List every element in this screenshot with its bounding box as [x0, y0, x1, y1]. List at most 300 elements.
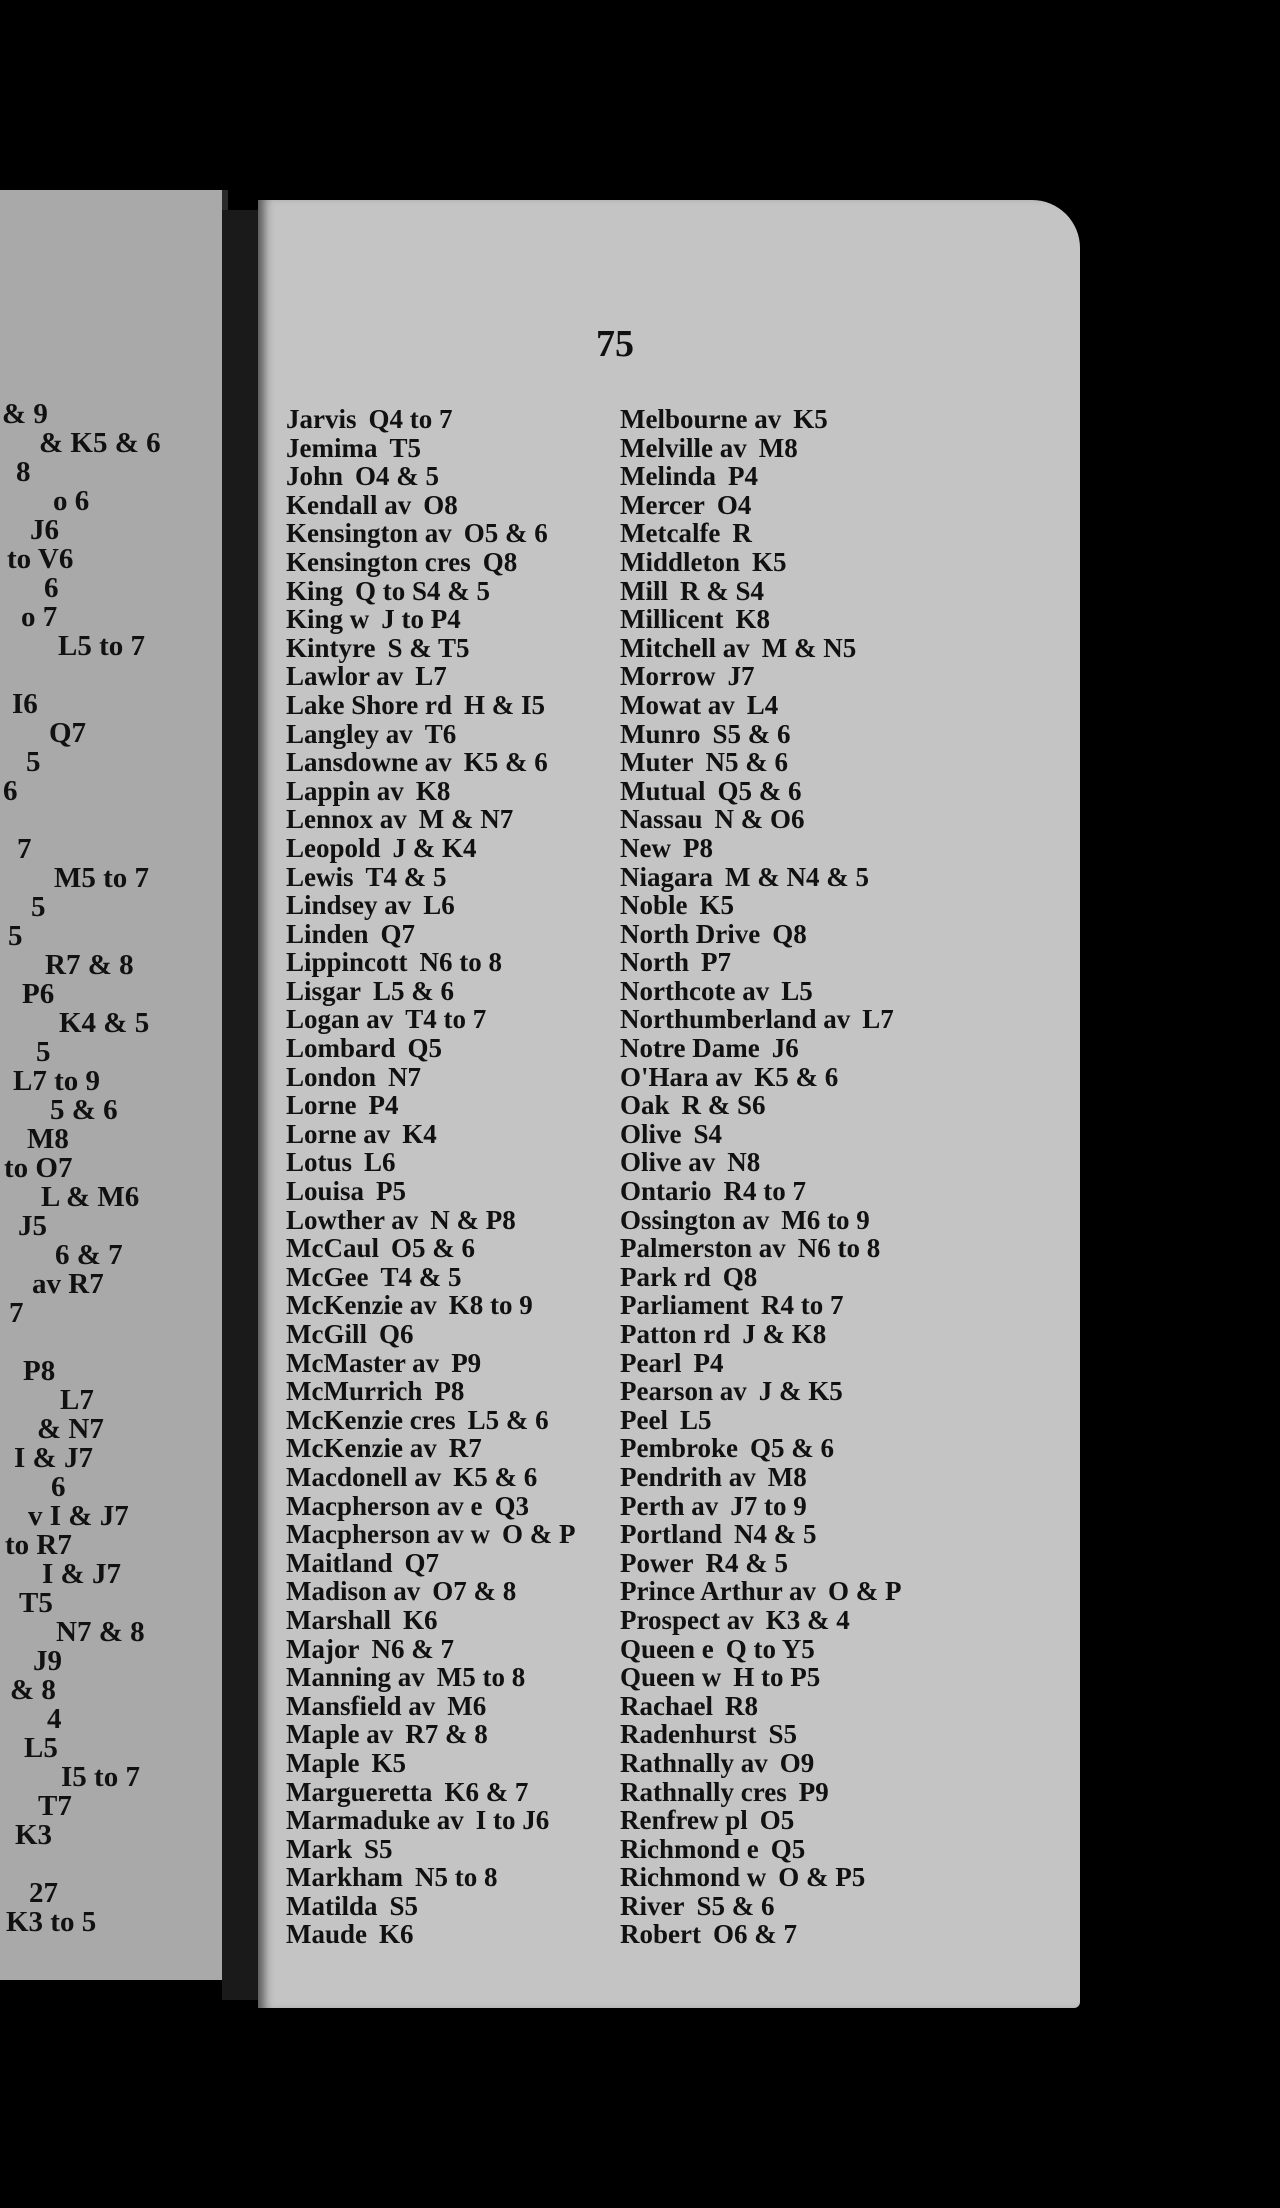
- street-entry: [286, 1492, 616, 1521]
- grid-reference: S5: [768, 1719, 798, 1750]
- grid-reference: P4: [693, 1347, 724, 1378]
- street-entry: [620, 634, 1040, 663]
- grid-reference: R7: [448, 1433, 482, 1464]
- street-name: Pendrith av: [620, 1461, 756, 1492]
- fragment-text: av R7: [32, 1268, 104, 1300]
- grid-reference: J6: [771, 1033, 799, 1064]
- street-entry: [620, 1234, 1040, 1263]
- fragment-text: P6: [22, 978, 55, 1010]
- grid-reference: K5 & 6: [463, 747, 548, 778]
- fragment-text: 5 & 6: [50, 1094, 118, 1126]
- fragment-text: 5: [26, 746, 41, 778]
- grid-reference: K6 & 7: [444, 1776, 529, 1807]
- fragment-text: T7: [38, 1790, 72, 1822]
- street-entry: [620, 1863, 1040, 1892]
- fragment-text: J9: [33, 1645, 62, 1677]
- street-name: Kensington av: [286, 518, 452, 549]
- grid-reference: M & N4 & 5: [724, 861, 869, 892]
- street-name: Lennox av: [286, 804, 407, 835]
- grid-reference: L7: [862, 1004, 894, 1035]
- fragment-text: L & M6: [41, 1181, 140, 1213]
- grid-reference: R7 & 8: [405, 1719, 488, 1750]
- street-entry: [620, 1463, 1040, 1492]
- street-name: O'Hara av: [620, 1061, 743, 1092]
- street-entry: [620, 1320, 1040, 1349]
- street-entry: [620, 1492, 1040, 1521]
- grid-reference: K5: [793, 404, 828, 434]
- street-name: Mark: [286, 1833, 352, 1864]
- fragment-text: P8: [23, 1355, 56, 1387]
- grid-reference: O & P: [502, 1519, 576, 1550]
- street-name: Manning av: [286, 1662, 425, 1693]
- street-entry: [286, 1206, 616, 1235]
- book-gutter: [222, 210, 260, 2000]
- grid-reference: P4: [368, 1090, 399, 1121]
- street-name: Margueretta: [286, 1776, 433, 1807]
- street-name: Major: [286, 1633, 360, 1664]
- street-name: Richmond e: [620, 1833, 759, 1864]
- street-entry: [286, 1177, 616, 1206]
- grid-reference: T6: [424, 718, 457, 749]
- fragment-text: I & J7: [42, 1558, 121, 1590]
- street-name: Markham: [286, 1862, 403, 1893]
- grid-reference: T4 to 7: [405, 1004, 487, 1035]
- grid-reference: H to P5: [733, 1662, 821, 1693]
- fragment-text: 5: [31, 891, 46, 923]
- street-entry: [620, 777, 1040, 806]
- street-name: Prince Arthur av: [620, 1576, 816, 1607]
- street-name: Rachael: [620, 1690, 713, 1721]
- street-name: Lansdowne av: [286, 747, 452, 778]
- street-name: Pearl: [620, 1347, 682, 1378]
- street-name: McKenzie cres: [286, 1404, 456, 1435]
- street-name: Renfrew pl: [620, 1805, 748, 1836]
- street-name: River: [620, 1890, 685, 1921]
- street-name: McCaul: [286, 1233, 379, 1264]
- fragment-text: K3: [15, 1819, 53, 1851]
- fragment-text: to V6: [7, 543, 74, 575]
- grid-reference: O & P: [827, 1576, 902, 1607]
- grid-reference: O8: [423, 489, 458, 520]
- fragment-text: & K5 & 6: [39, 427, 161, 459]
- grid-reference: K8: [735, 604, 770, 635]
- fragment-text: K3 to 5: [6, 1906, 97, 1938]
- fragment-text: M8: [27, 1123, 69, 1155]
- grid-reference: Q4 to 7: [368, 404, 453, 434]
- grid-reference: M & N7: [418, 804, 514, 835]
- grid-reference: O5 & 6: [463, 518, 548, 549]
- street-entry: [620, 605, 1040, 634]
- street-entry: [286, 1234, 616, 1263]
- grid-reference: S5 & 6: [696, 1890, 775, 1921]
- street-name: McGee: [286, 1261, 369, 1292]
- grid-reference: N5 to 8: [415, 1862, 498, 1893]
- street-entry: [620, 1406, 1040, 1435]
- street-name: Mowat av: [620, 689, 735, 720]
- grid-reference: Q5 & 6: [749, 1433, 834, 1464]
- street-name: Matilda: [286, 1890, 378, 1921]
- street-name: Maitland: [286, 1547, 393, 1578]
- fragment-text: & 8: [10, 1674, 56, 1706]
- grid-reference: P9: [798, 1776, 829, 1807]
- street-entry: [286, 662, 616, 691]
- street-name: Park rd: [620, 1261, 711, 1292]
- grid-reference: S & T5: [387, 632, 470, 663]
- street-entry: [286, 1892, 616, 1921]
- street-entry: [286, 634, 616, 663]
- street-name: Mill: [620, 575, 668, 606]
- street-entry: [286, 748, 616, 777]
- grid-reference: N6 to 8: [797, 1233, 881, 1264]
- street-entry: [286, 977, 616, 1006]
- street-name: Lippincott: [286, 947, 408, 978]
- street-entry: [286, 1835, 616, 1864]
- street-entry: [620, 1892, 1040, 1921]
- grid-reference: P7: [701, 947, 731, 978]
- fragment-text: L7 to 9: [13, 1065, 100, 1097]
- grid-reference: K6: [403, 1604, 438, 1635]
- street-entry: [620, 1549, 1040, 1578]
- street-entry: [620, 1606, 1040, 1635]
- grid-reference: N & P8: [430, 1204, 516, 1235]
- street-name: Melinda: [620, 461, 717, 492]
- grid-reference: P4: [728, 461, 759, 492]
- grid-reference: Q5: [407, 1033, 443, 1064]
- street-name: Pembroke: [620, 1433, 738, 1464]
- grid-reference: J7 to 9: [730, 1490, 807, 1521]
- grid-reference: S4: [693, 1118, 723, 1149]
- grid-reference: Q5: [770, 1833, 806, 1864]
- street-entry: [286, 1148, 616, 1177]
- street-entry: [620, 948, 1040, 977]
- street-entry: [286, 1063, 616, 1092]
- fragment-text: to O7: [4, 1152, 73, 1184]
- grid-reference: L6: [364, 1147, 396, 1178]
- street-entry: [286, 948, 616, 977]
- street-name: McKenzie av: [286, 1433, 437, 1464]
- street-name: Rathnally cres: [620, 1776, 787, 1807]
- street-entry: [286, 1778, 616, 1807]
- street-entry: [620, 1749, 1040, 1778]
- street-entry: [286, 1806, 616, 1835]
- street-name: Nassau: [620, 804, 703, 835]
- street-entry: [286, 1463, 616, 1492]
- grid-reference: M6: [447, 1690, 487, 1721]
- grid-reference: Q7: [380, 918, 416, 949]
- street-name: Queen w: [620, 1662, 722, 1693]
- grid-reference: L6: [423, 890, 455, 921]
- street-name: Robert: [620, 1919, 701, 1950]
- grid-reference: L5 & 6: [467, 1404, 549, 1435]
- street-name: Metcalfe: [620, 518, 721, 549]
- fragment-text: 6: [44, 572, 59, 604]
- fragment-text: & 9: [2, 398, 48, 430]
- street-name: Munro: [620, 718, 701, 749]
- grid-reference: L4: [746, 689, 779, 720]
- grid-reference: H & I5: [464, 689, 546, 720]
- street-entry: [286, 405, 616, 434]
- street-entry: [286, 1692, 616, 1721]
- street-entry: [286, 1520, 616, 1549]
- fragment-text: J6: [30, 514, 59, 546]
- street-name: Kintyre: [286, 632, 376, 663]
- grid-reference: L5: [781, 975, 813, 1006]
- street-name: Maude: [286, 1919, 367, 1950]
- street-entry: [620, 1063, 1040, 1092]
- street-name: King w: [286, 604, 370, 635]
- grid-reference: P8: [682, 832, 713, 863]
- street-name: Perth av: [620, 1490, 719, 1521]
- fragment-text: L7: [60, 1384, 94, 1416]
- street-entry: [286, 1635, 616, 1664]
- street-entry: [286, 605, 616, 634]
- street-entry: [620, 891, 1040, 920]
- grid-reference: K5 & 6: [453, 1461, 538, 1492]
- street-name: Logan av: [286, 1004, 394, 1035]
- street-entry: [620, 720, 1040, 749]
- street-entry: [620, 863, 1040, 892]
- street-name: John: [286, 461, 344, 492]
- street-name: Queen e: [620, 1633, 714, 1664]
- grid-reference: Q5 & 6: [717, 775, 802, 806]
- facing-page-fragment: [0, 190, 228, 1980]
- fragment-text: o 6: [53, 485, 90, 517]
- fragment-text: 5: [36, 1036, 51, 1068]
- fragment-text: 7: [17, 833, 32, 865]
- street-name: Millicent: [620, 604, 724, 635]
- street-entry: [286, 1863, 616, 1892]
- street-entry: [286, 1034, 616, 1063]
- grid-reference: R & S6: [681, 1090, 766, 1121]
- street-name: McMaster av: [286, 1347, 440, 1378]
- street-name: Noble: [620, 890, 688, 921]
- grid-reference: K5: [371, 1747, 407, 1778]
- street-entry: [286, 720, 616, 749]
- fragment-text: L5 to 7: [58, 630, 145, 662]
- street-entry: [620, 577, 1040, 606]
- grid-reference: Q8: [772, 918, 807, 949]
- street-name: Middleton: [620, 546, 741, 577]
- fragment-text: 27: [29, 1877, 58, 1909]
- street-entry: [286, 863, 616, 892]
- street-entry: [286, 1434, 616, 1463]
- street-name: Louisa: [286, 1176, 365, 1207]
- street-entry: [286, 1749, 616, 1778]
- street-entry: [620, 1091, 1040, 1120]
- street-name: Richmond w: [620, 1862, 767, 1893]
- street-entry: [620, 1206, 1040, 1235]
- fragment-text: 6 & 7: [55, 1239, 123, 1271]
- grid-reference: N8: [727, 1147, 761, 1178]
- fragment-text: & N7: [37, 1413, 104, 1445]
- street-name: Northcote av: [620, 975, 770, 1006]
- street-entry: [286, 577, 616, 606]
- street-name: McMurrich: [286, 1376, 423, 1407]
- fragment-text: to R7: [5, 1529, 72, 1561]
- street-entry: [286, 1377, 616, 1406]
- street-name: Lewis: [286, 861, 354, 892]
- grid-reference: R & S4: [680, 575, 765, 606]
- street-entry: [620, 1120, 1040, 1149]
- street-entry: [620, 1920, 1040, 1949]
- street-entry: [620, 462, 1040, 491]
- grid-reference: O4: [716, 489, 752, 520]
- fragment-text: o 7: [21, 601, 58, 633]
- street-entry: [286, 548, 616, 577]
- street-entry: [620, 1577, 1040, 1606]
- street-name: Morrow: [620, 661, 716, 692]
- street-name: Prospect av: [620, 1604, 754, 1635]
- grid-reference: P9: [451, 1347, 482, 1378]
- street-entry: [286, 1349, 616, 1378]
- street-entry: [620, 834, 1040, 863]
- grid-reference: L7: [415, 661, 447, 692]
- street-name: Lisgar: [286, 975, 362, 1006]
- street-entry: [620, 405, 1040, 434]
- fragment-text: R7 & 8: [45, 949, 134, 981]
- street-entry: [286, 1920, 616, 1949]
- fragment-text: 7: [9, 1297, 24, 1329]
- street-entry: [286, 920, 616, 949]
- street-entry: [620, 1005, 1040, 1034]
- street-column-right: [620, 405, 1040, 1949]
- grid-reference: N6 & 7: [371, 1633, 454, 1664]
- grid-reference: M8: [758, 432, 798, 463]
- street-name: Parliament: [620, 1290, 749, 1321]
- street-name: Lappin av: [286, 775, 404, 806]
- street-entry: [286, 1120, 616, 1149]
- grid-reference: K8 to 9: [448, 1290, 533, 1321]
- grid-reference: R4 to 7: [723, 1176, 806, 1207]
- street-name: Macdonell av: [286, 1461, 442, 1492]
- fragment-text: I & J7: [14, 1442, 93, 1474]
- street-entry: [620, 691, 1040, 720]
- fragment-text: 6: [3, 775, 18, 807]
- street-name: Macpherson av e: [286, 1490, 483, 1521]
- street-name: Maple: [286, 1747, 360, 1778]
- street-entry: [286, 491, 616, 520]
- grid-reference: Q to S4 & 5: [355, 575, 491, 606]
- street-entry: [620, 519, 1040, 548]
- grid-reference: K6: [379, 1919, 414, 1950]
- street-entry: [286, 434, 616, 463]
- street-name: Ossington av: [620, 1204, 770, 1235]
- street-entry: [620, 1835, 1040, 1864]
- street-entry: [286, 834, 616, 863]
- street-name: Jemima: [286, 432, 378, 463]
- street-name: Marmaduke av: [286, 1805, 464, 1836]
- fragment-text: N7 & 8: [56, 1616, 145, 1648]
- street-name: Mutual: [620, 775, 706, 806]
- street-name: King: [286, 575, 344, 606]
- street-name: Niagara: [620, 861, 713, 892]
- fragment-text: Q7: [49, 717, 87, 749]
- street-entry: [286, 462, 616, 491]
- street-name: Melville av: [620, 432, 747, 463]
- street-entry: [286, 1577, 616, 1606]
- grid-reference: N6 to 8: [419, 947, 503, 978]
- street-entry: [620, 1806, 1040, 1835]
- street-name: Kensington cres: [286, 546, 471, 577]
- street-name: Langley av: [286, 718, 413, 749]
- street-name: Power: [620, 1547, 694, 1578]
- street-name: Macpherson av w: [286, 1519, 490, 1550]
- street-name: Lake Shore rd: [286, 689, 453, 720]
- grid-reference: N4 & 5: [734, 1519, 817, 1550]
- street-name: Jarvis: [286, 404, 357, 434]
- street-entry: [286, 1720, 616, 1749]
- street-entry: [286, 1406, 616, 1435]
- grid-reference: S5 & 6: [712, 718, 791, 749]
- street-entry: [286, 519, 616, 548]
- fragment-text: I6: [12, 688, 38, 720]
- street-entry: [620, 434, 1040, 463]
- street-entry: [620, 748, 1040, 777]
- street-name: Melbourne av: [620, 404, 782, 434]
- grid-reference: Q8: [482, 546, 518, 577]
- grid-reference: J & K8: [742, 1319, 827, 1349]
- street-name: London: [286, 1061, 377, 1092]
- street-entry: [286, 691, 616, 720]
- street-name: North: [620, 947, 689, 978]
- grid-reference: K8: [415, 775, 451, 806]
- street-name: Mitchell av: [620, 632, 750, 663]
- grid-reference: T4 & 5: [365, 861, 447, 892]
- fragment-text: K4 & 5: [59, 1007, 150, 1039]
- grid-reference: L5 & 6: [373, 975, 455, 1006]
- street-name: Radenhurst: [620, 1719, 757, 1750]
- fragment-text: L5: [24, 1732, 58, 1764]
- street-name: McKenzie av: [286, 1290, 437, 1321]
- street-name: Lombard: [286, 1033, 396, 1064]
- street-name: Lindsey av: [286, 890, 412, 921]
- fragment-text: 8: [16, 456, 31, 488]
- grid-reference: Q3: [494, 1490, 529, 1521]
- page-number: 75: [596, 323, 634, 365]
- fragment-text: 4: [47, 1703, 62, 1735]
- street-name: Lorne av: [286, 1118, 391, 1149]
- street-entry: [286, 1549, 616, 1578]
- grid-reference: K5: [752, 546, 787, 577]
- grid-reference: K3 & 4: [765, 1604, 850, 1635]
- street-entry: [620, 805, 1040, 834]
- street-name: Portland: [620, 1519, 723, 1550]
- street-name: Marshall: [286, 1604, 391, 1635]
- street-entry: [620, 1635, 1040, 1664]
- grid-reference: M5 to 8: [436, 1662, 526, 1693]
- street-entry: [620, 1177, 1040, 1206]
- grid-reference: L5: [679, 1404, 712, 1435]
- grid-reference: O4 & 5: [355, 461, 440, 492]
- grid-reference: Q6: [378, 1319, 414, 1349]
- street-entry: [620, 1692, 1040, 1721]
- grid-reference: R4 & 5: [705, 1547, 788, 1578]
- street-name: Leopold: [286, 832, 381, 863]
- grid-reference: K5: [699, 890, 735, 921]
- street-name: Notre Dame: [620, 1033, 760, 1064]
- grid-reference: N & O6: [714, 804, 805, 835]
- street-entry: [620, 977, 1040, 1006]
- grid-reference: R4 to 7: [760, 1290, 844, 1321]
- street-name: Linden: [286, 918, 369, 949]
- grid-reference: J & K5: [758, 1376, 843, 1407]
- grid-reference: J7: [727, 661, 755, 692]
- grid-reference: Q to Y5: [725, 1633, 815, 1664]
- street-name: Pearson av: [620, 1376, 747, 1407]
- grid-reference: P5: [376, 1176, 407, 1207]
- grid-reference: T4 & 5: [380, 1261, 462, 1292]
- street-entry: [620, 1520, 1040, 1549]
